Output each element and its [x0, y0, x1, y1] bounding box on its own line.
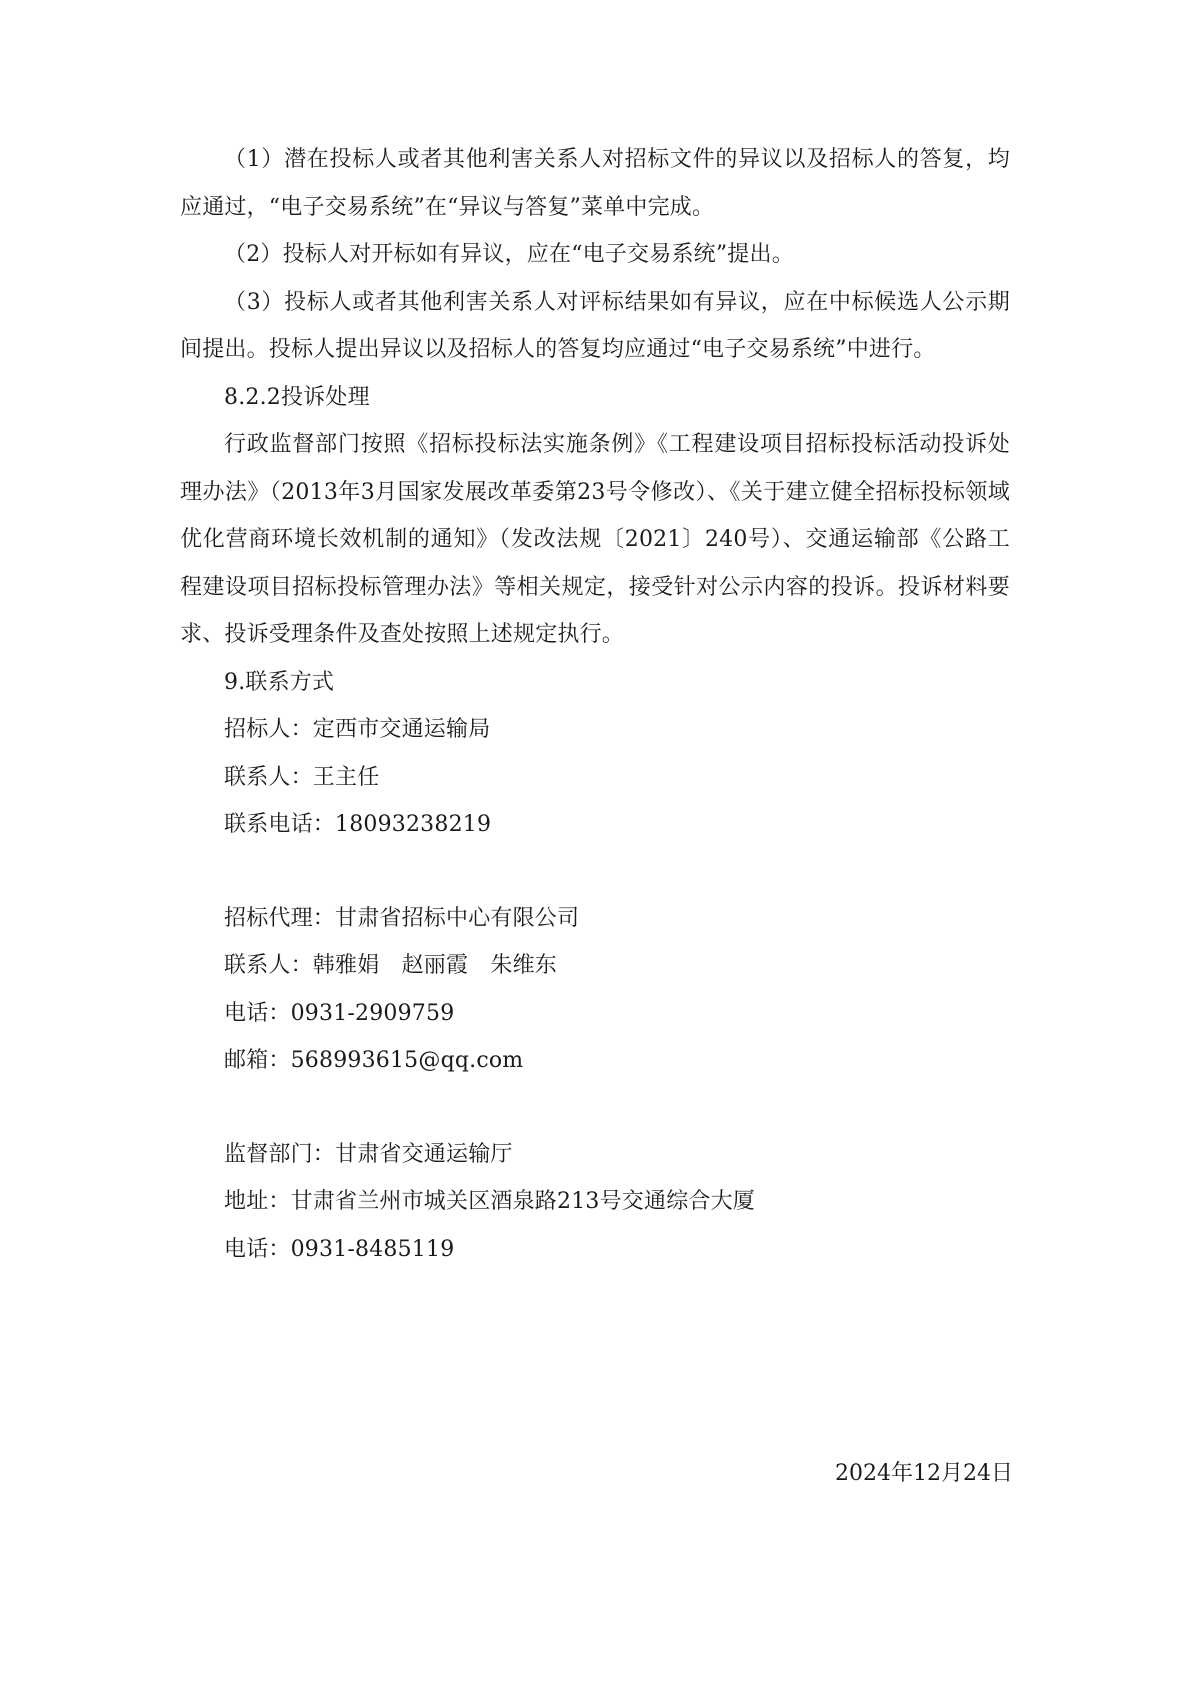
section-gap	[180, 849, 1010, 895]
objection-item-2: （2）投标人对开标如有异议，应在“电子交易系统”提出。	[224, 242, 794, 267]
tenderer-phone-line: 联系电话：18093238219	[224, 812, 492, 837]
agent-email-line: 邮箱：568993615@qq.com	[224, 1048, 524, 1073]
tenderer-contact-line: 联系人：王主任	[224, 764, 380, 790]
agent-contact-line: 联系人：韩雅娟 赵丽霞 朱维东	[224, 953, 558, 978]
objection-item-3: （3）投标人或者其他利害关系人对评标结果如有异议，应在中标候选人公示期间提出。投标人提出异议以及招标人的答复均应通过“电子交易系统”中进行。	[180, 289, 1010, 362]
supervisor-line: 监督部门：甘肃省交通运输厅	[224, 1141, 513, 1167]
document-body	[180, 136, 1010, 1273]
complaint-body: 行政监督部门按照《招标投标法实施条例》《工程建设项目招标投标活动投诉处理办法》（2013年3月国家发展改革委第23号令修改）、《关于建立健全招标投标领域优化营商环境长效机制的通知》（发改法规〔2021〕240号）、交通运输部《公路工程建设项目招标投标管理办法》等相关规定，接受针对公示内容的投诉。投诉材料要求、投诉受理条件及查处按照上述规定执行。	[180, 432, 1010, 647]
agent-phone-line: 电话：0931-2909759	[224, 1000, 455, 1026]
agent-line: 招标代理：甘肃省招标中心有限公司	[224, 905, 580, 931]
tenderer-line: 招标人：定西市交通运输局	[224, 717, 491, 742]
document-date: 2024年12月24日	[835, 1461, 1013, 1486]
objection-item-1: （1）潜在投标人或者其他利害关系人对招标文件的异议以及招标人的答复，均应通过，“电子交易系统”在“异议与答复”菜单中完成。	[180, 147, 1010, 220]
section-gap	[180, 1085, 1010, 1131]
complaint-heading: 8.2.2投诉处理	[224, 384, 370, 410]
contact-heading: 9.联系方式	[224, 669, 335, 695]
supervisor-phone-line: 电话：0931-8485119	[224, 1236, 455, 1262]
supervisor-address-line: 地址：甘肃省兰州市城关区酒泉路213号交通综合大厦	[224, 1189, 755, 1214]
